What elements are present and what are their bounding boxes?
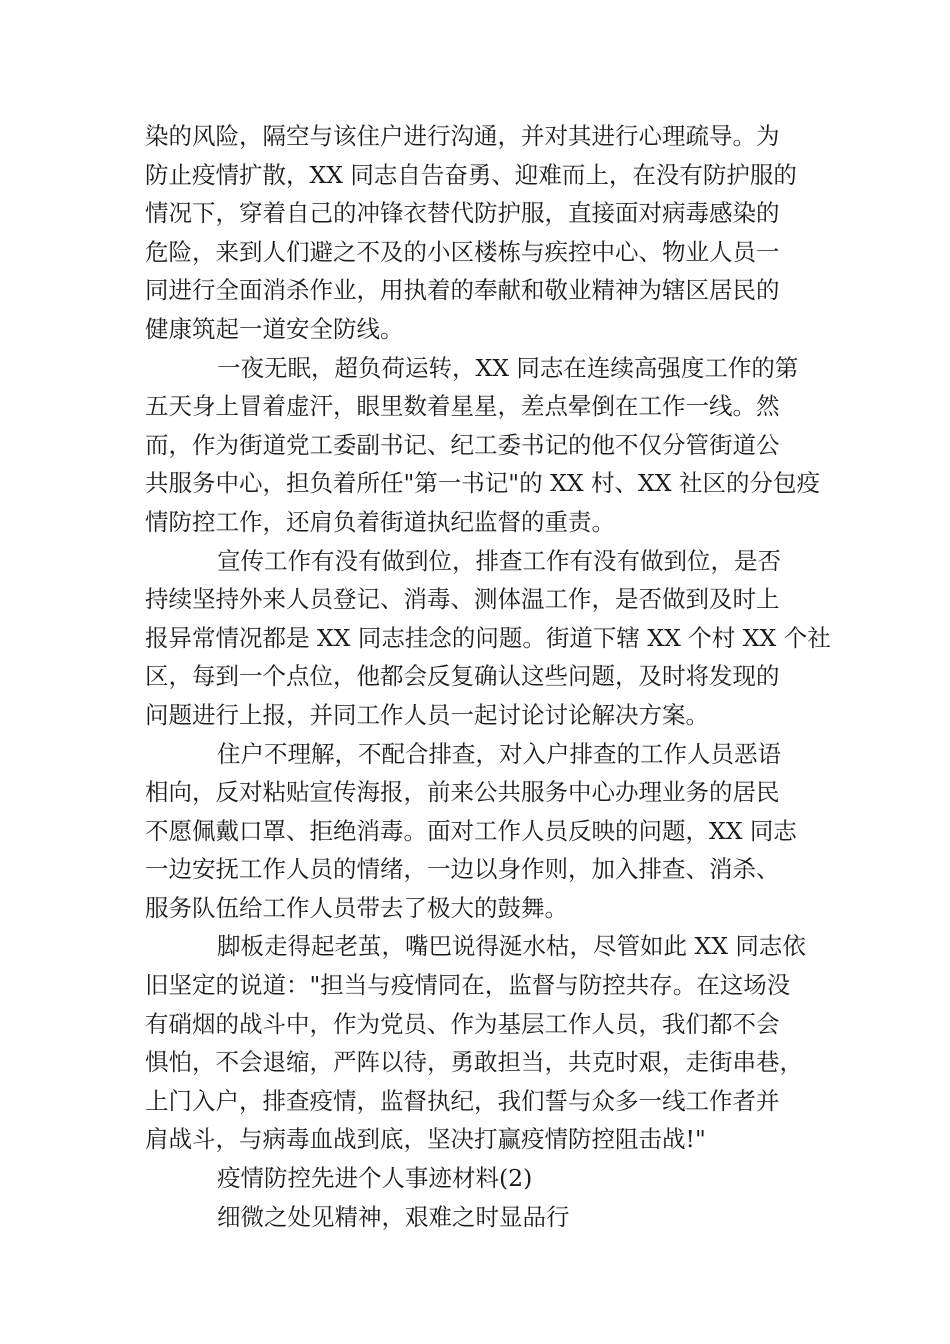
text-line: 危险，来到人们避之不及的小区楼栋与疾控中心、物业人员一 xyxy=(145,237,780,266)
text-line: 脚板走得起老茧，嘴巴说得涎水枯，尽管如此 XX 同志依 xyxy=(217,932,806,961)
text-line: 宣传工作有没有做到位，排查工作有没有做到位，是否 xyxy=(217,546,781,575)
text-line: 旧坚定的说道："担当与疫情同在，监督与防控共存。在这场没 xyxy=(145,971,791,1000)
text-line: 肩战斗，与病毒血战到底，坚决打赢疫情防控阻击战!" xyxy=(145,1125,706,1154)
text-line: 住户不理解，不配合排查，对入户排查的工作人员恶语 xyxy=(217,739,781,768)
text-line: 上门入户，排查疫情，监督执纪，我们誓与众多一线工作者并 xyxy=(145,1086,780,1115)
text-line: 情防控工作，还肩负着街道执纪监督的重责。 xyxy=(145,507,615,536)
text-line: 细微之处见精神，艰难之时显品行 xyxy=(217,1202,570,1231)
text-line: 一夜无眠，超负荷运转，XX 同志在连续高强度工作的第 xyxy=(217,353,799,382)
text-line: 报异常情况都是 XX 同志挂念的问题。街道下辖 XX 个村 XX 个社 xyxy=(145,623,831,652)
text-line: 不愿佩戴口罩、拒绝消毒。面对工作人员反映的问题，XX 同志 xyxy=(145,816,797,845)
text-line: 有硝烟的战斗中，作为党员、作为基层工作人员，我们都不会 xyxy=(145,1009,780,1038)
text-line: 疫情防控先进个人事迹材料(2) xyxy=(217,1164,533,1193)
text-line: 共服务中心，担负着所任"第一书记"的 XX 村、XX 社区的分包疫 xyxy=(145,469,820,498)
text-line: 持续坚持外来人员登记、消毒、测体温工作，是否做到及时上 xyxy=(145,585,780,614)
text-line: 健康筑起一道安全防线。 xyxy=(145,314,404,343)
text-line: 情况下，穿着自己的冲锋衣替代防护服，直接面对病毒感染的 xyxy=(145,199,780,228)
text-line: 而，作为街道党工委副书记、纪工委书记的他不仅分管街道公 xyxy=(145,430,780,459)
text-line: 区，每到一个点位，他都会反复确认这些问题，及时将发现的 xyxy=(145,662,780,691)
text-line: 防止疫情扩散，XX 同志自告奋勇、迎难而上，在没有防护服的 xyxy=(145,160,797,189)
text-line: 相向，反对粘贴宣传海报，前来公共服务中心办理业务的居民 xyxy=(145,778,780,807)
text-line: 染的风险，隔空与该住户进行沟通，并对其进行心理疏导。为 xyxy=(145,122,780,150)
text-line: 服务队伍给工作人员带去了极大的鼓舞。 xyxy=(145,893,568,922)
text-line: 同进行全面消杀作业，用执着的奉献和敬业精神为辖区居民的 xyxy=(145,276,780,305)
text-line: 惧怕，不会退缩，严阵以待，勇敢担当，共克时艰，走街串巷， xyxy=(145,1048,803,1077)
text-line: 五天身上冒着虚汗，眼里数着星星，差点晕倒在工作一线。然 xyxy=(145,392,780,421)
text-line: 一边安抚工作人员的情绪，一边以身作则，加入排查、消杀、 xyxy=(145,855,780,884)
document-body xyxy=(145,117,831,1236)
text-line: 问题进行上报，并同工作人员一起讨论讨论解决方案。 xyxy=(145,700,709,729)
